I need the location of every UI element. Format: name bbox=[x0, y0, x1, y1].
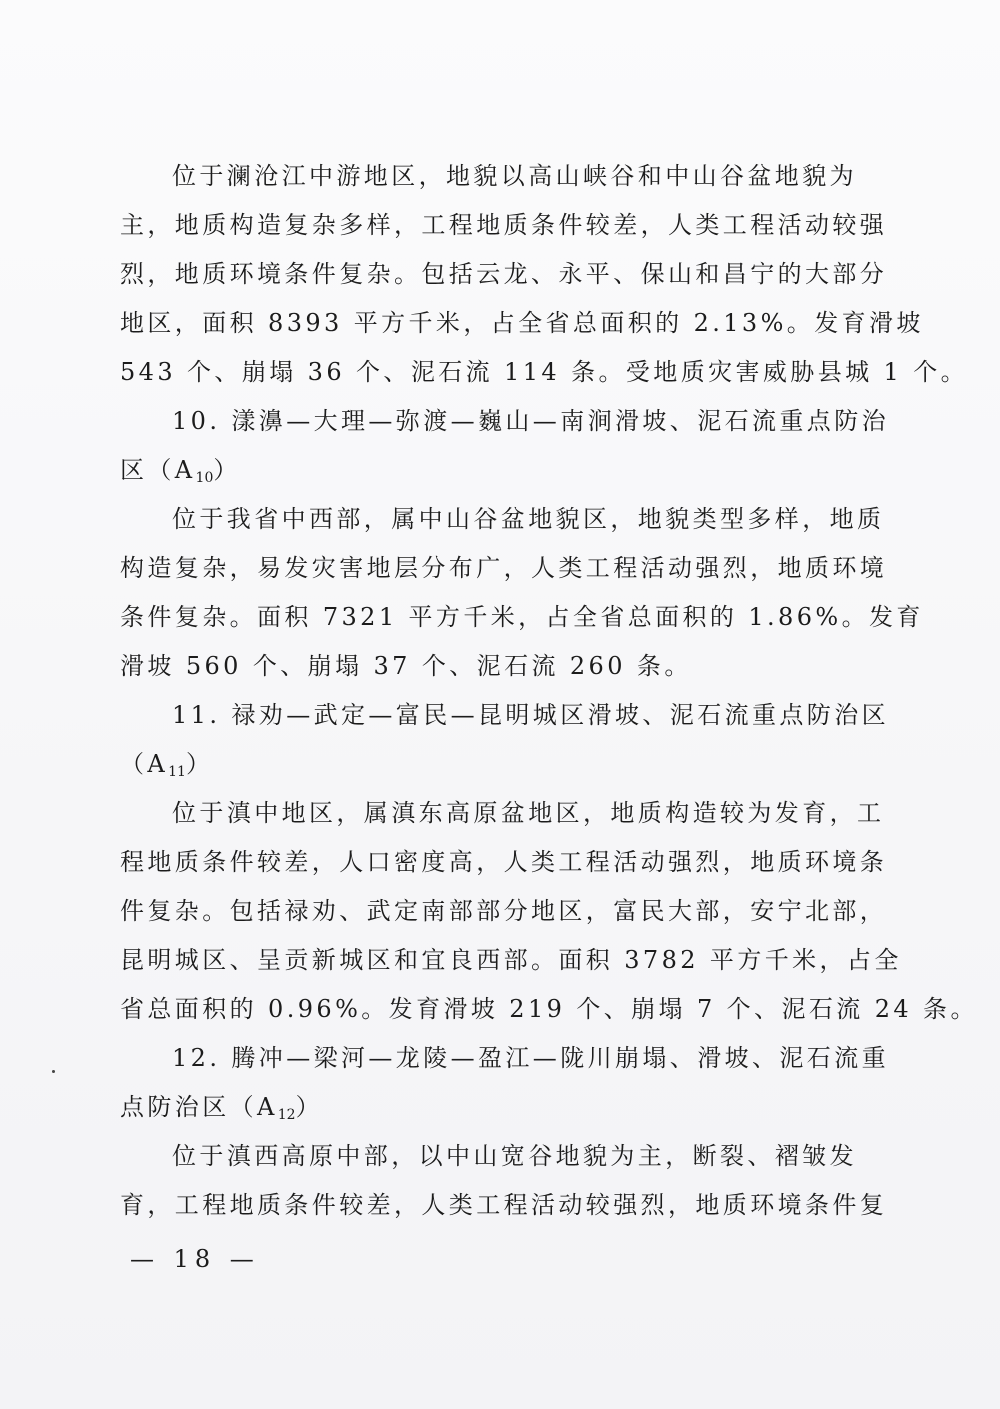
paragraph-line: 位于滇西高原中部，以中山宽谷地貌为主，断裂、褶皱发 bbox=[172, 1142, 857, 1170]
heading-line bbox=[120, 446, 855, 495]
paragraph-zone-1 bbox=[120, 152, 969, 397]
heading-close: ） bbox=[185, 750, 214, 778]
paragraph-line: 省总面积的 0.96%。发育滑坡 219 个、崩塌 7 个、泥石流 24 条。 bbox=[120, 995, 978, 1023]
paragraph-zone-10 bbox=[120, 495, 924, 691]
heading-subscript: 12 bbox=[277, 1107, 296, 1123]
heading-subscript: 10 bbox=[195, 470, 214, 486]
body-text bbox=[120, 152, 978, 1230]
paragraph-line: 位于我省中西部，属中山谷盆地貌区，地貌类型多样，地质 bbox=[172, 505, 885, 533]
page-number: — 18 — bbox=[130, 1245, 260, 1273]
section-heading-12 bbox=[120, 1034, 889, 1132]
paragraph-line: 程地质条件较差，人口密度高，人类工程活动强烈，地质环境条 bbox=[120, 848, 888, 876]
paragraph-line: 烈，地质环境条件复杂。包括云龙、永平、保山和昌宁的大部分 bbox=[120, 260, 888, 288]
paragraph-line: 主，地质构造复杂多样，工程地质条件较差，人类工程活动较强 bbox=[120, 211, 888, 239]
paragraph-line: 位于澜沧江中游地区，地貌以高山峡谷和中山谷盆地貌为 bbox=[172, 162, 857, 190]
heading-close: ） bbox=[295, 1093, 323, 1121]
paragraph-line: 543 个、崩塌 36 个、泥石流 114 条。受地质灾害威胁县城 1 个。 bbox=[120, 358, 969, 386]
heading-line bbox=[120, 1083, 855, 1132]
heading-line bbox=[120, 740, 855, 789]
heading-close: ） bbox=[213, 456, 241, 484]
heading-line: 10. 漾濞—大理—弥渡—巍山—南涧滑坡、泥石流重点防治 bbox=[172, 407, 889, 435]
paragraph-line: 滑坡 560 个、崩塌 37 个、泥石流 260 条。 bbox=[120, 652, 692, 680]
paragraph-line: 条件复杂。面积 7321 平方千米，占全省总面积的 1.86%。发育 bbox=[120, 603, 924, 631]
heading-text: 区（A bbox=[120, 456, 196, 484]
margin-dot bbox=[52, 1070, 55, 1073]
paragraph-line: 昆明城区、呈贡新城区和宜良西部。面积 3782 平方千米，占全 bbox=[120, 946, 902, 974]
paragraph-line: 育，工程地质条件较差，人类工程活动较强烈，地质环境条件复 bbox=[120, 1191, 888, 1219]
paragraph-line: 构造复杂，易发灾害地层分布广，人类工程活动强烈，地质环境 bbox=[120, 554, 888, 582]
heading-subscript: 11 bbox=[168, 764, 186, 780]
heading-text: （A bbox=[120, 750, 169, 778]
paragraph-line: 位于滇中地区，属滇东高原盆地区，地质构造较为发育，工 bbox=[172, 799, 885, 827]
section-heading-10 bbox=[120, 397, 889, 495]
paragraph-zone-12 bbox=[120, 1132, 888, 1230]
heading-text: 点防治区（A bbox=[120, 1093, 278, 1121]
heading-line: 11. 禄劝—武定—富民—昆明城区滑坡、泥石流重点防治区 bbox=[172, 701, 889, 729]
heading-line: 12. 腾冲—梁河—龙陵—盈江—陇川崩塌、滑坡、泥石流重 bbox=[172, 1044, 889, 1072]
paragraph-line: 地区，面积 8393 平方千米，占全省总面积的 2.13%。发育滑坡 bbox=[120, 309, 924, 337]
paragraph-zone-11 bbox=[120, 789, 978, 1034]
section-heading-11 bbox=[120, 691, 889, 789]
paragraph-line: 件复杂。包括禄劝、武定南部部分地区，富民大部，安宁北部， bbox=[120, 897, 888, 925]
